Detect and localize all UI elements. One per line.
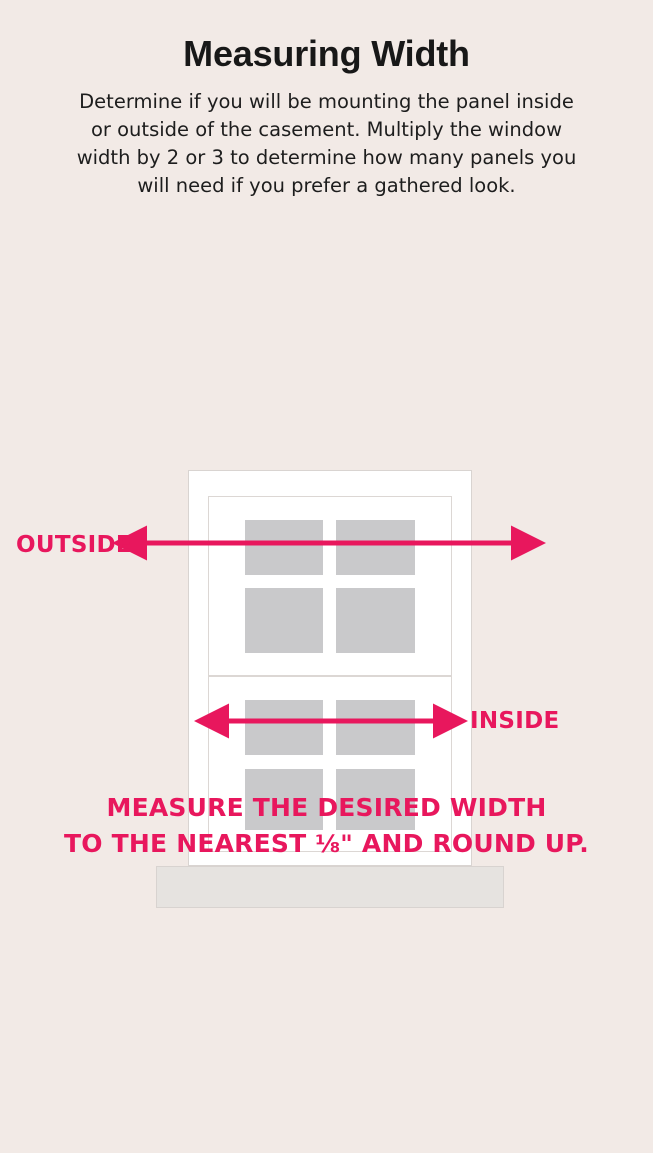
page-description: Determine if you will be mounting the panel inside or outside of the casement. Multiply the window width by 2 or 3 to determine how many panels you will need if you prefer a gathered look. <box>76 89 577 198</box>
window-sill <box>156 866 504 908</box>
window-pane <box>245 520 323 575</box>
window-pane <box>336 520 415 575</box>
window-pane <box>245 700 323 755</box>
window-pane <box>245 588 323 653</box>
footer-line-2-after: AND ROUND UP. <box>353 829 589 859</box>
outside-label: OUTSIDE <box>16 531 132 558</box>
page-title: Measuring Width <box>183 33 470 74</box>
window-pane <box>336 700 415 755</box>
footer-line-1: MEASURE THE DESIRED WIDTH <box>106 793 547 822</box>
footer-fraction: ⅛" <box>315 830 353 859</box>
window-diagram <box>0 213 653 733</box>
inside-label: INSIDE <box>470 707 560 734</box>
footer-line-2 <box>0 826 653 862</box>
footer-line-2-before: TO THE NEAREST <box>64 829 316 859</box>
footer-callout <box>0 790 653 863</box>
window-pane <box>336 588 415 653</box>
